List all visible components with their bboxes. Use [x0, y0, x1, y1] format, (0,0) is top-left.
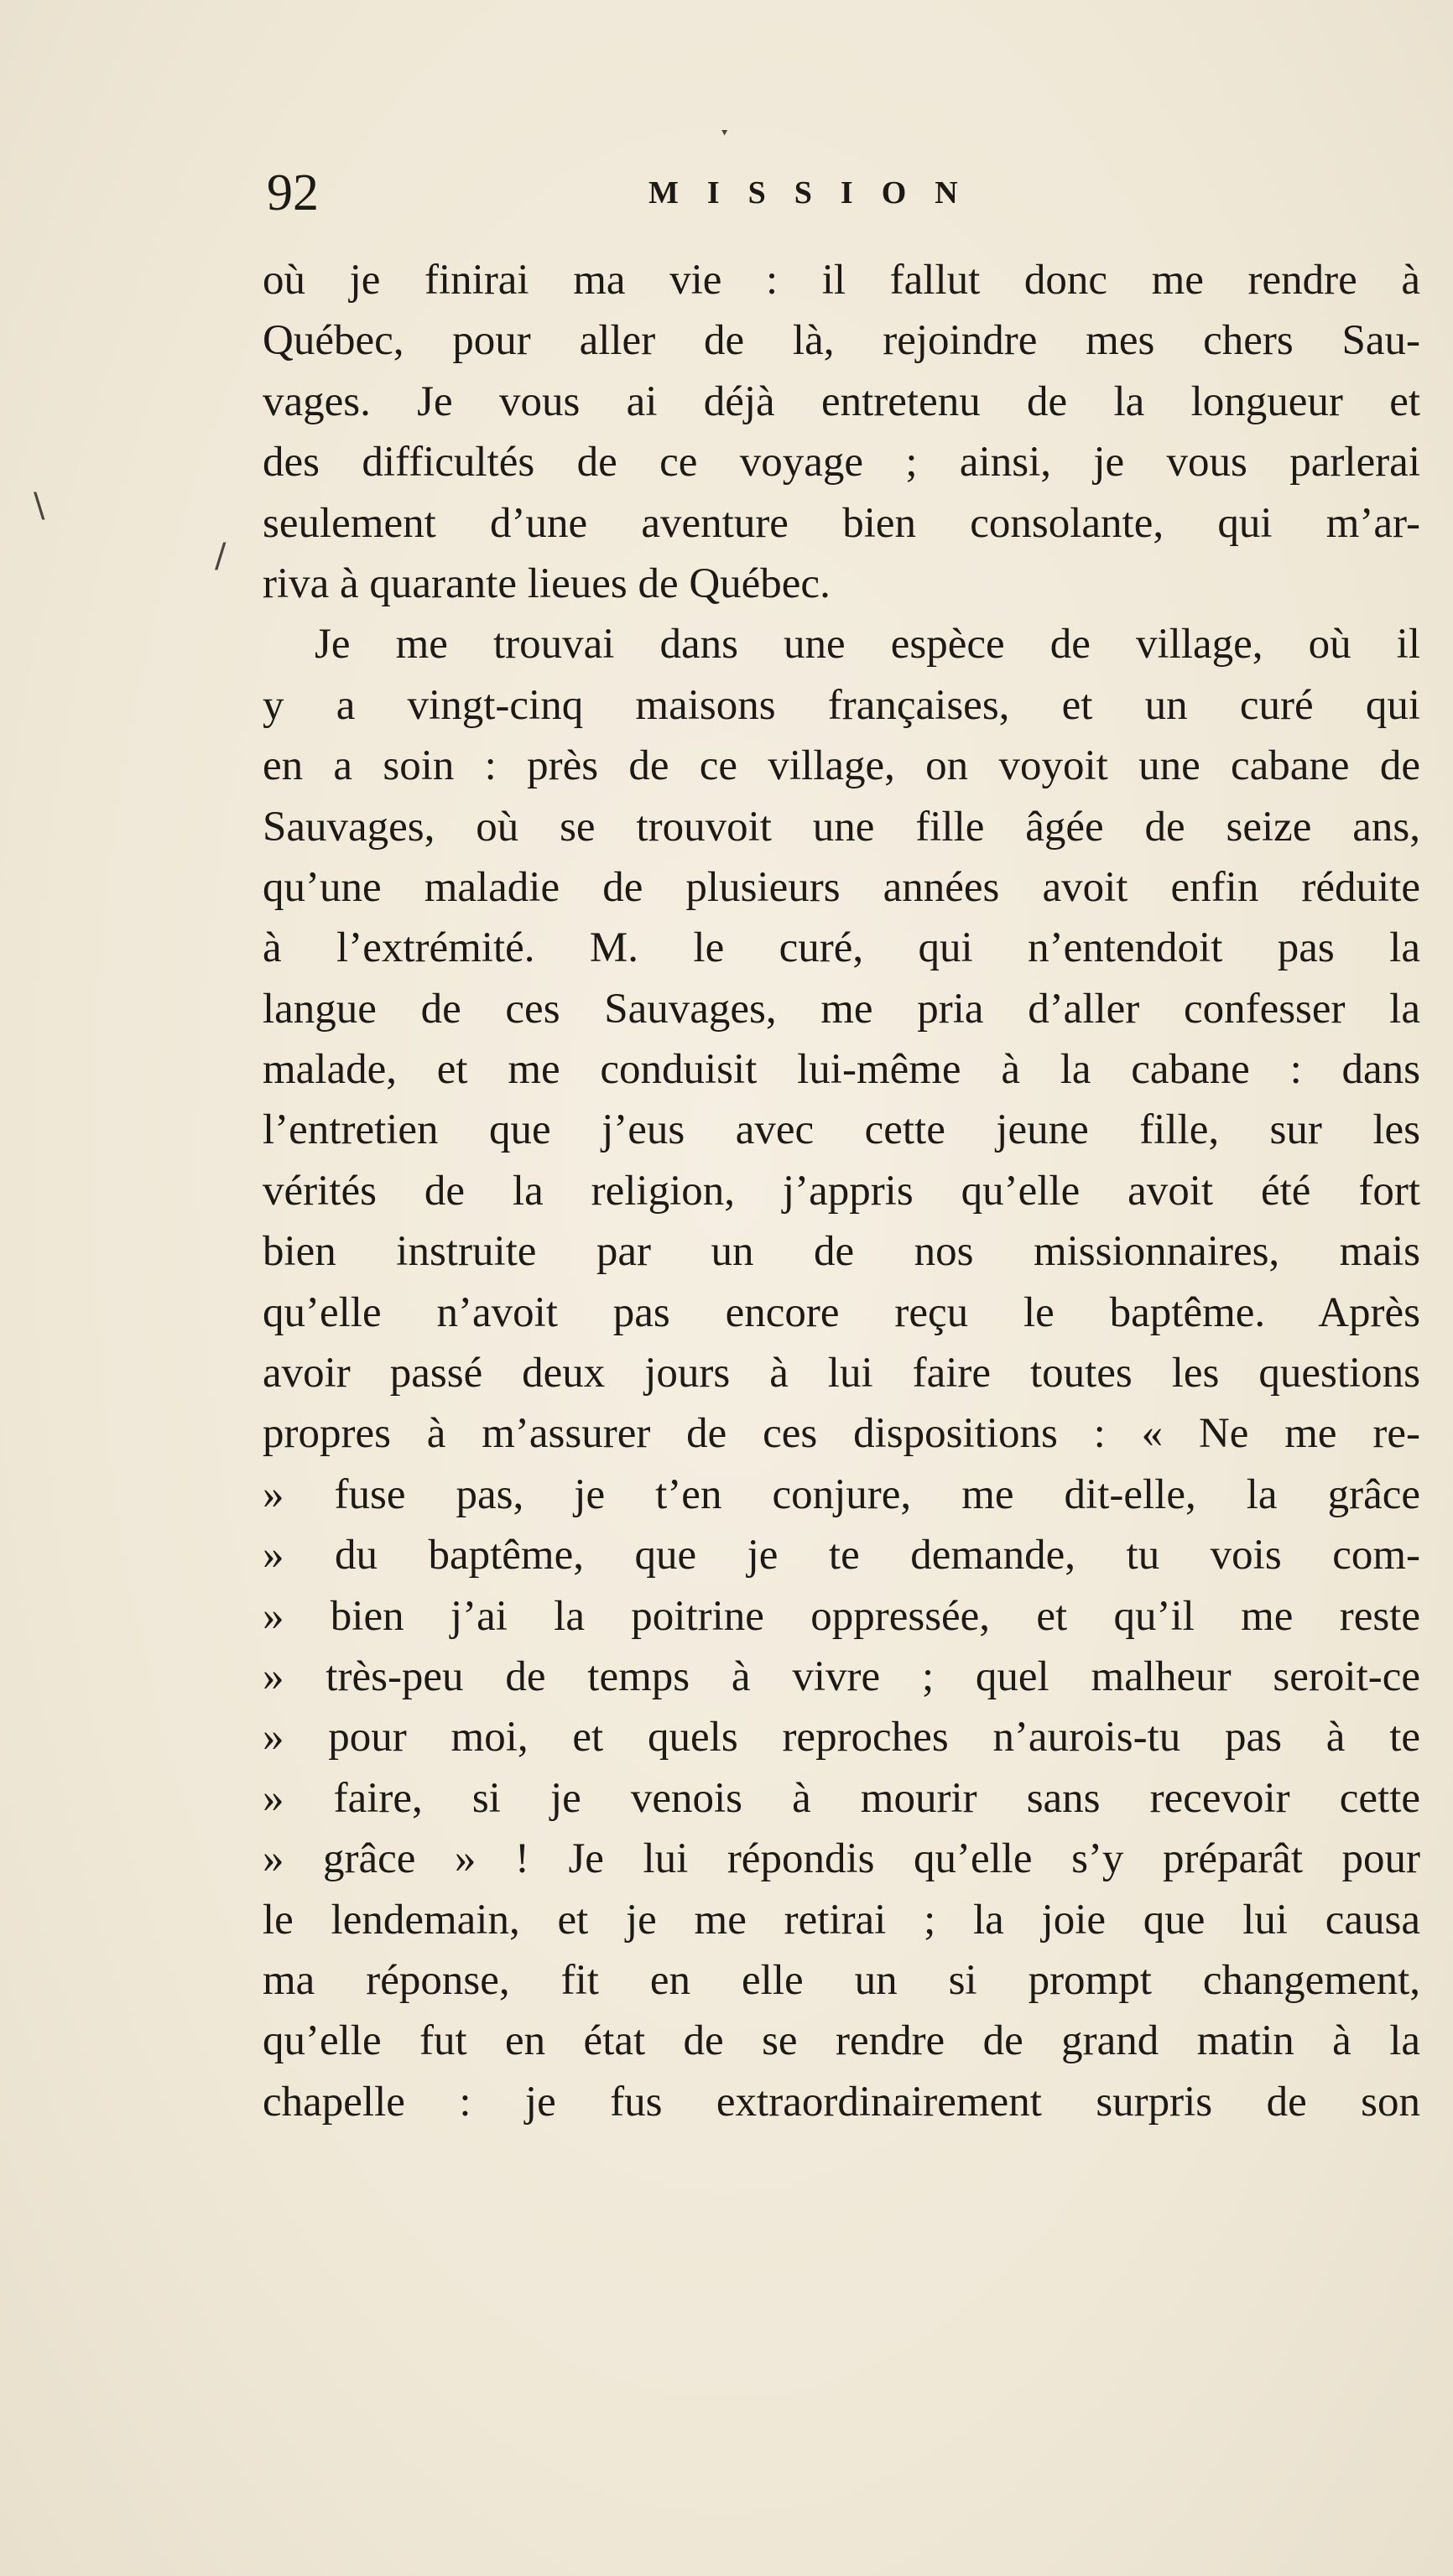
text-line: où je finirai ma vie : il fallut donc me rendre à — [263, 257, 1420, 304]
text-line: seulement d’une aventure bien consolante, qui m’ar- — [263, 499, 1420, 547]
text-line: » fuse pas, je t’en conjure, me dit-elle, la grâce — [263, 1470, 1420, 1518]
text-line: propres à m’assurer de ces dispositions : « Ne me re- — [263, 1410, 1420, 1458]
text-line: l’entretien que j’eus avec cette jeune fille, sur les — [263, 1106, 1420, 1154]
text-line: bien instruite par un de nos missionnaires, mais — [263, 1228, 1420, 1276]
text-line: chapelle : je fus extraordinairement surpris de son — [263, 2078, 1420, 2126]
text-line: Je me trouvai dans une espèce de village, où il — [315, 621, 1420, 669]
text-line: » bien j’ai la poitrine oppressée, et qu’il me reste — [263, 1592, 1420, 1640]
text-line: langue de ces Sauvages, me pria d’aller confesser la — [263, 985, 1420, 1033]
text-line: ma réponse, fit en elle un si prompt changement, — [263, 1956, 1420, 2004]
text-line: » pour moi, et quels reproches n’aurois-tu pas à te — [263, 1714, 1420, 1762]
text-line: » du baptême, que je te demande, tu vois com- — [263, 1532, 1420, 1579]
text-line: riva à quarante lieues de Québec. — [263, 559, 831, 607]
text-line: des difficultés de ce voyage ; ainsi, je vous parlerai — [263, 439, 1420, 487]
margin-mark-left: \ — [34, 487, 45, 525]
text-line: avoir passé deux jours à lui faire toutes les questions — [263, 1350, 1420, 1397]
text-line: » très-peu de temps à vivre ; quel malheur seroit-ce — [263, 1652, 1420, 1700]
page-number: 92 — [267, 164, 319, 221]
text-line: le lendemain, et je me retirai ; la joie que lui causa — [263, 1896, 1420, 1944]
margin-mark-left-2: / — [215, 537, 227, 575]
text-line: qu’elle n’avoit pas encore reçu le baptême. Après — [263, 1288, 1420, 1336]
page-header — [267, 164, 1408, 222]
body-text — [263, 250, 1420, 2132]
margin-mark-top: ˑ — [720, 117, 732, 156]
text-line: Sauvages, où se trouvoit une fille âgée de seize ans, — [263, 803, 1420, 851]
text-line: vérités de la religion, j’appris qu’elle avoit été fort — [263, 1167, 1420, 1215]
text-line: qu’elle fut en état de se rendre de grand matin à la — [263, 2017, 1420, 2065]
text-line: à l’extrémité. M. le curé, qui n’entendoit pas la — [263, 924, 1420, 972]
text-line: vages. Je vous ai déjà entretenu de la longueur et — [263, 377, 1420, 425]
text-line: Québec, pour aller de là, rejoindre mes chers Sau- — [263, 317, 1420, 365]
text-line: malade, et me conduisit lui-même à la cabane : dans — [263, 1046, 1420, 1094]
text-line: y a vingt-cinq maisons françaises, et un curé qui — [263, 681, 1420, 729]
running-head: MISSION — [648, 175, 987, 211]
text-line: » faire, si je venois à mourir sans recevoir cette — [263, 1774, 1420, 1822]
text-line: en a soin : près de ce village, on voyoit une cabane de — [263, 742, 1420, 790]
text-line: » grâce » ! Je lui répondis qu’elle s’y préparât pour — [263, 1835, 1420, 1883]
text-line: qu’une maladie de plusieurs années avoit enfin réduite — [263, 863, 1420, 911]
